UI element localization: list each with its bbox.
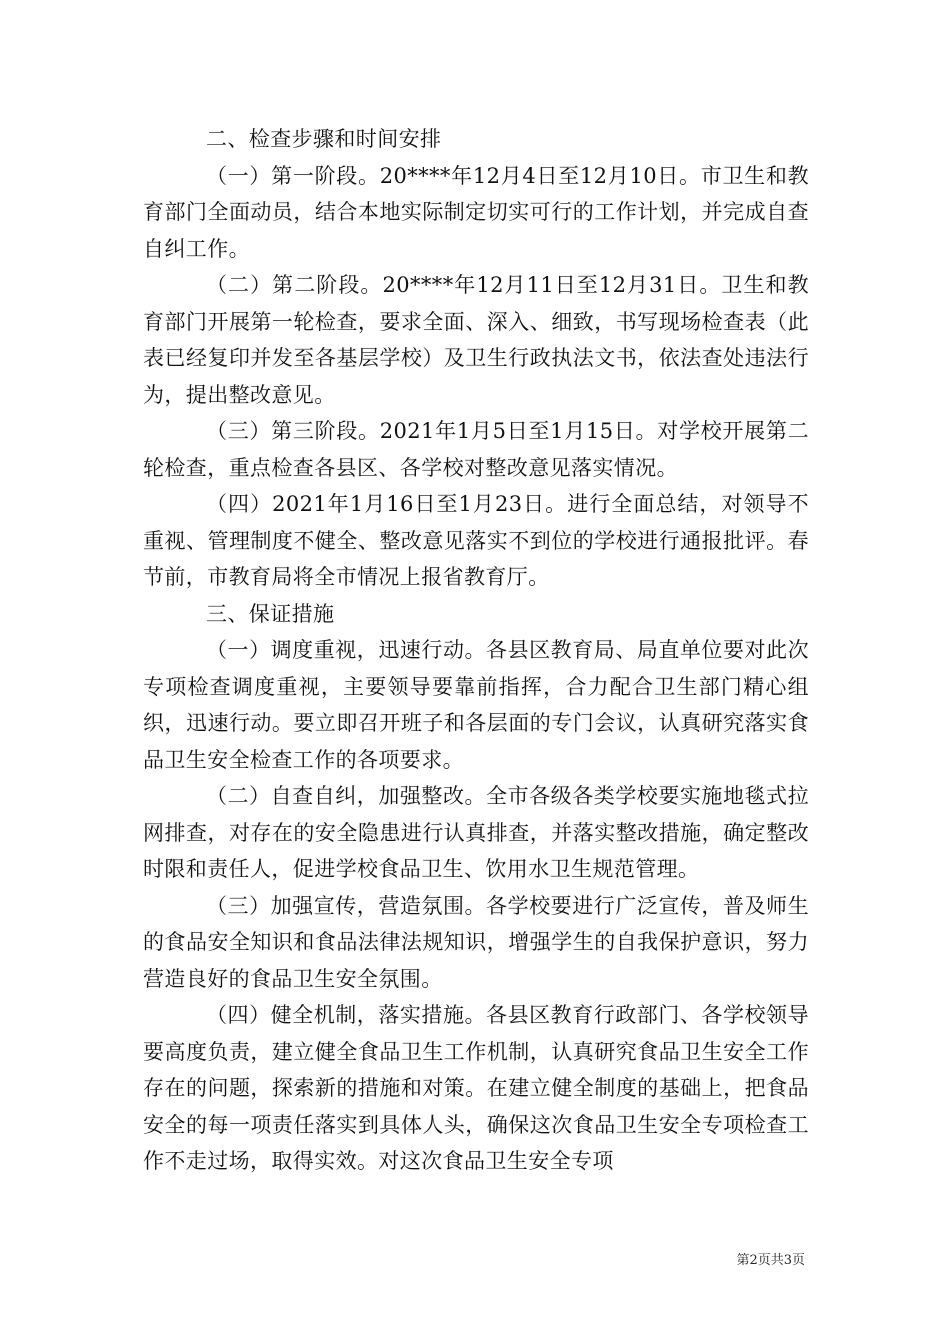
page-number: 第2页共3页 (736, 1253, 805, 1268)
paragraph-stage-2: （二）第二阶段。20****年12月11日至12月31日。卫生和教育部门开展第一轮检查，要求全面、深入、细致，书写现场检查表（此表已经复印并发至各基层学校）及卫生行政执法文书，依法查处违法行为，提出整改意见。 (143, 273, 809, 407)
section-heading-2: 二、检查步骤和时间安排 (206, 127, 442, 151)
section-heading-3: 三、保证措施 (206, 601, 335, 626)
paragraph-measure-1: （一）调度重视，迅速行动。各县区教育局、局直单位要对此次专项检查调度重视，主要领导要靠前指挥，合力配合卫生部门精心组织，迅速行动。要立即召开班子和各层面的专门会议，认真研究落实食品卫生安全检查工作的各项要求。 (143, 638, 809, 772)
paragraph-measure-2: （二）自查自纠，加强整改。全市各级各类学校要实施地毯式拉网排查，对存在的安全隐患进行认真排查，并落实整改措施，确定整改时限和责任人，促进学校食品卫生、饮用水卫生规范管理。 (143, 784, 809, 881)
paragraph-measure-4: （四）健全机制，落实措施。各县区教育行政部门、各学校领导要高度负责，建立健全食品卫生工作机制，认真研究食品卫生安全工作存在的问题，探索新的措施和对策。在建立健全制度的基础上，把食品安全的每一项责任落实到具体人头，确保这次食品卫生安全专项检查工作不走过场，取得实效。对这次食品卫生安全专项 (143, 1003, 809, 1173)
document-body (143, 121, 809, 1180)
paragraph-measure-3: （三）加强宣传，营造氛围。各学校要进行广泛宣传，普及师生的食品安全知识和食品法律法规知识，增强学生的自我保护意识，努力营造良好的食品卫生安全氛围。 (143, 893, 809, 991)
paragraph-stage-3: （三）第三阶段。2021年1月5日至1月15日。对学校开展第二轮检查，重点检查各县区、各学校对整改意见落实情况。 (143, 419, 809, 480)
paragraph-stage-4: （四）2021年1月16日至1月23日。进行全面总结，对领导不重视、管理制度不健全、整改意见落实不到位的学校进行通报批评。春节前，市教育局将全市情况上报省教育厅。 (143, 492, 809, 589)
paragraph-stage-1: （一）第一阶段。20****年12月4日至12月10日。市卫生和教育部门全面动员，结合本地实际制定切实可行的工作计划，并完成自查自纠工作。 (143, 163, 809, 261)
